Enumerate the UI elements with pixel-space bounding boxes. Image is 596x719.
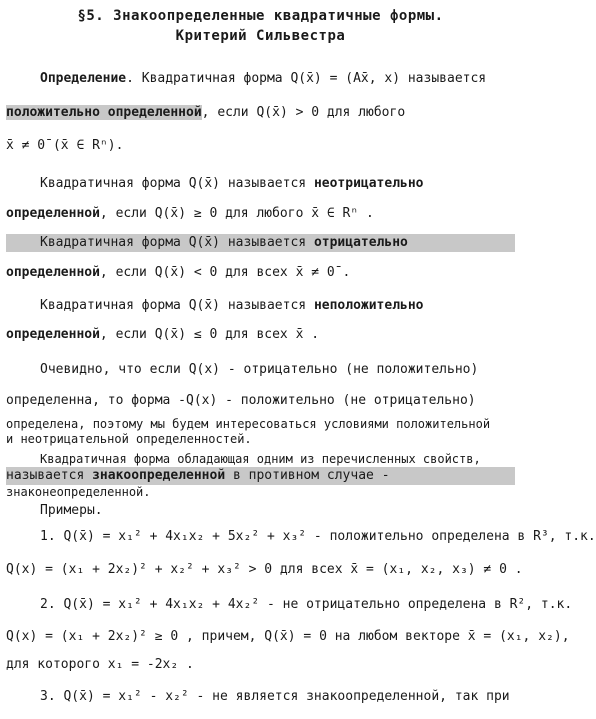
nonneg-line-1 <box>40 175 515 193</box>
signdef-term: знакоопределенной <box>92 468 226 483</box>
negdef-term-1: отрицательно <box>313 235 408 250</box>
example-3-line-1: 3. Q(x̄) = x₁² - x₂² - не является знакоопределенной, так при <box>40 689 510 704</box>
example-1-line-1: 1. Q(x̄) = x₁² + 4x₁x₂ + 5x₂² + x₃² - положительно определена в R³, т.к. <box>40 529 596 544</box>
negdef-text-2: , если Q(x̄) < 0 для всех x̄ ≠ 0̄ . <box>99 265 351 280</box>
definition-term: положительно определенной <box>6 105 202 120</box>
remark-line-4: и неотрицательной определенностей. <box>6 432 252 446</box>
example-2-line-2: Q(x) = (x₁ + 2x₂)² ≥ 0 , причем, Q(x̄) = 0 на любом векторе x̄ = (x₁, x₂), <box>6 629 570 644</box>
signdef-line-2 <box>6 467 515 485</box>
nonneg-text-2: , если Q(x̄) ≥ 0 для любого x̄ ∈ Rⁿ . <box>99 206 374 221</box>
nonneg-text-1: Квадратичная форма Q(x̄) называется <box>40 176 307 191</box>
definition-line-1 <box>40 70 515 88</box>
signdef-text-1: называется <box>6 468 93 483</box>
nonneg-line-2 <box>6 205 515 223</box>
nonpos-line-1 <box>40 297 515 315</box>
remark-line-2: определенна, то форма -Q(x) - положительно (не отрицательно) <box>6 393 476 408</box>
nonpos-text-1: Квадратичная форма Q(x̄) называется <box>40 298 307 313</box>
definition-text-2: , если Q(x̄) > 0 для любого <box>201 105 406 120</box>
nonpos-term-1: неположительно <box>313 298 424 313</box>
section-subtitle: Критерий Сильвестра <box>175 28 346 44</box>
definition-line-2 <box>6 104 515 122</box>
nonneg-term-1: неотрицательно <box>313 176 424 191</box>
signdef-text-2: в противном случае - <box>225 468 390 483</box>
nonpos-text-2: , если Q(x̄) ≤ 0 для всех x̄ . <box>99 327 320 342</box>
negdef-line-1 <box>6 234 515 252</box>
nonpos-line-2 <box>6 326 515 344</box>
nonpos-term-2: определенной <box>6 327 100 342</box>
remark-line-3: определена, поэтому мы будем интересоваться условиями положительной <box>6 417 491 431</box>
definition-text-1: . Квадратичная форма Q(x̄) = (Ax̄, x) называется <box>126 71 487 86</box>
examples-label: Примеры. <box>40 503 103 518</box>
negdef-term-2: определенной <box>6 265 100 280</box>
signdef-line-1: Квадратичная форма обладающая одним из перечисленных свойств, <box>40 452 481 466</box>
example-2-line-1: 2. Q(x̄) = x₁² + 4x₁x₂ + 4x₂² - не отрицательно определена в R², т.к. <box>40 597 573 612</box>
definition-label: Определение <box>40 71 127 86</box>
nonneg-term-2: определенной <box>6 206 100 221</box>
negdef-text-1: Квадратичная форма Q(x̄) называется <box>40 235 307 250</box>
remark-line-1: Очевидно, что если Q(x) - отрицательно (не положительно) <box>40 362 479 377</box>
example-1-line-2: Q(x) = (x₁ + 2x₂)² + x₂² + x₃² > 0 для всех x̄ = (x₁, x₂, x₃) ≠ 0 . <box>6 562 523 577</box>
signdef-line-3: знаконеопределенной. <box>6 485 151 499</box>
negdef-line-2 <box>6 264 515 282</box>
section-title: §5. Знакоопределенные квадратичные формы. <box>77 8 444 24</box>
definition-line-3: x̄ ≠ 0̄ (x̄ ∈ Rⁿ). <box>6 138 124 153</box>
example-2-line-3: для которого x₁ = -2x₂ . <box>6 657 194 672</box>
